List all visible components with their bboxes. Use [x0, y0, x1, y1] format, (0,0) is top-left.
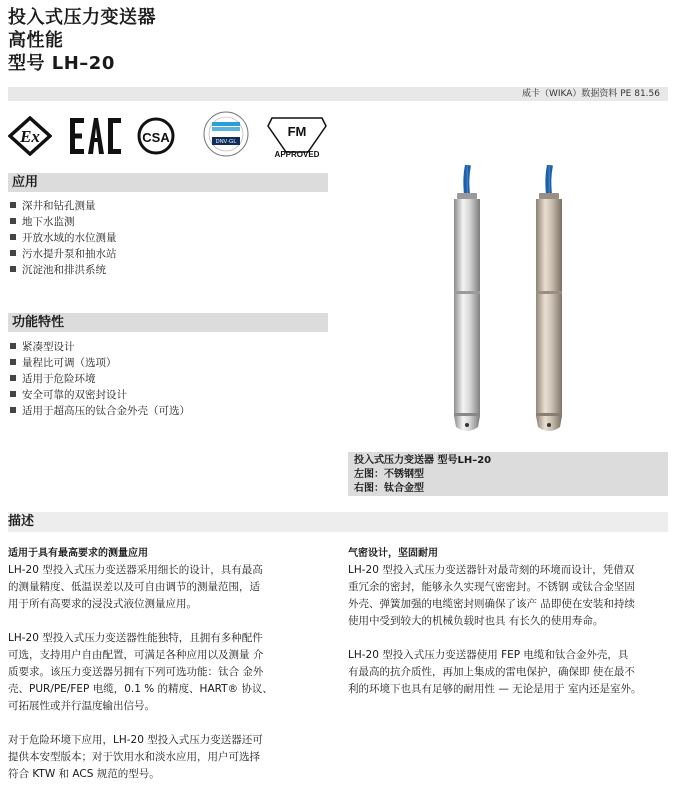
bullet-square-icon [10, 391, 16, 397]
description-right-column [348, 545, 642, 698]
text-line: 可拓展性或并行温度输出信号。 [8, 700, 155, 712]
bullet-square-icon [10, 234, 16, 240]
features-header [8, 313, 328, 332]
description-left-column [8, 545, 273, 783]
list-item: 开放水域的水位测量 [10, 230, 117, 246]
text-line: 使用中受到较大的机械负载时也具 有长久的使用寿命。 [348, 615, 604, 627]
product-title: 投入式压力变送器 [8, 7, 156, 28]
text-line: 用于所有高要求的浸没式液位测量应用。 [8, 598, 197, 610]
bullet-square-icon [10, 375, 16, 381]
description-header [8, 512, 668, 532]
left-subtitle: 适用于具有最高要求的测量应用 [8, 548, 148, 559]
list-item: 深井和钻孔测量 [10, 198, 117, 214]
datasheet-reference: 威卡（WIKA）数据资料 PE 81.56 [521, 89, 660, 99]
stainless-sensor [454, 193, 480, 431]
fm-approved-icon [264, 112, 330, 164]
text-line: LH-20 型投入式压力变送器使用 FEP 电缆和钛合金外壳，具 [348, 649, 629, 661]
ex-icon-label: Ex [20, 127, 40, 146]
product-caption [348, 452, 668, 496]
list-item: 适用于危险环境 [10, 371, 190, 387]
eac-icon [68, 116, 122, 160]
text-line: LH-20 型投入式压力变送器性能独特，且拥有多种配件 [8, 632, 263, 644]
ex-icon [8, 116, 52, 160]
title-block [8, 6, 156, 75]
csa-icon [136, 116, 176, 160]
product-image [430, 165, 590, 445]
text-line: 质要求。该压力变送器另拥有下列可选功能：钛合 金外 [8, 666, 264, 678]
features-title: 功能特性 [12, 315, 65, 330]
list-item: 紧凑型设计 [10, 339, 190, 355]
text-line: 利的环境下也具有足够的耐用性 — 无论是用于 室内还是室外。 [348, 683, 642, 695]
text-line: 有最高的抗介质性，再加上集成的雷电保护，确保即 使在最不 [348, 666, 635, 678]
list-item: 安全可靠的双密封设计 [10, 387, 190, 403]
text-line: 对于危险环境下应用，LH-20 型投入式压力变送器还可 [8, 734, 263, 746]
caption-right: 右图：钛合金型 [354, 483, 424, 494]
titanium-sensor [536, 193, 562, 431]
applications-header [8, 173, 328, 192]
list-item: 适用于超高压的钛合金外壳（可选） [10, 403, 190, 419]
text-line: 壳、PUR/PE/FEP 电缆，0.1 % 的精度、HART® 协议、 [8, 683, 273, 695]
caption-left: 左图：不锈钢型 [354, 469, 424, 480]
titanium-cable [548, 165, 550, 195]
fm-approved-label: APPROVED [274, 150, 320, 159]
features-list [10, 339, 190, 419]
description-title: 描述 [8, 514, 35, 529]
text-line: LH-20 型投入式压力变送器采用细长的设计，具有最高 [8, 564, 263, 576]
right-subtitle: 气密设计，坚固耐用 [348, 548, 438, 559]
bullet-square-icon [10, 359, 16, 365]
product-subtitle: 高性能 [8, 30, 64, 51]
dnvgl-icon-label: DNV·GL [215, 139, 237, 145]
bullet-square-icon [10, 218, 16, 224]
list-item: 量程比可调（选项） [10, 355, 190, 371]
bullet-square-icon [10, 250, 16, 256]
text-line: 符合 KTW 和 ACS 规范的型号。 [8, 768, 160, 780]
list-item: 污水提升泵和抽水站 [10, 246, 117, 262]
model-title: 型号 LH–20 [8, 53, 115, 74]
text-line: 提供本安型版本；对于饮用水和淡水应用，用户可选择 [8, 751, 260, 763]
bullet-square-icon [10, 266, 16, 272]
stainless-cable [466, 165, 468, 195]
list-item: 沉淀池和排洪系统 [10, 262, 117, 278]
bullet-square-icon [10, 343, 16, 349]
text-line: 外壳、弹簧加强的电缆密封则确保了该产 品即使在安装和持续 [348, 598, 635, 610]
text-line: LH-20 型投入式压力变送器针对最苛刻的环境而设计，凭借双 [348, 564, 635, 576]
dnvgl-icon [200, 110, 252, 166]
bullet-square-icon [10, 202, 16, 208]
fm-icon-label: FM [287, 124, 307, 139]
applications-list [10, 198, 117, 278]
text-line: 的测量精度、低温误差以及可自由调节的测量范围，适 [8, 581, 260, 593]
csa-icon-label: CSA [142, 130, 170, 145]
applications-title: 应用 [12, 175, 39, 190]
text-line: 重冗余的密封，能够永久实现气密密封。不锈钢 或钛合金坚固 [348, 581, 635, 593]
list-item: 地下水监测 [10, 214, 117, 230]
text-line: 可选，支持用户自由配置，可满足各种应用以及测量 介 [8, 649, 264, 661]
datasheet-bar [8, 87, 668, 101]
caption-title: 投入式压力变送器 型号LH–20 [354, 455, 492, 466]
bullet-square-icon [10, 407, 16, 413]
